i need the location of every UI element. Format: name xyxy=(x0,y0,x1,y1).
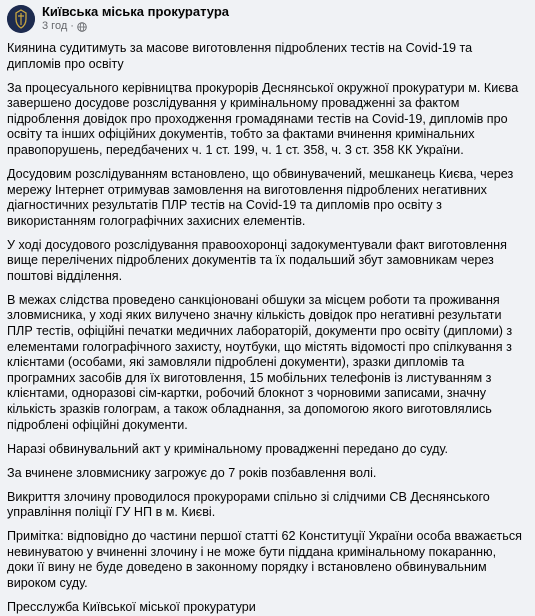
post-paragraph-note: Примітка: відповідно до частини першої статті 62 Конституції України особа вважається невинуватою у вчиненні злочину і не може бути піддана кримінальному покаранню, доки її вину не буде доведено в законному порядку і встановлено обвинувальним вироком суду. xyxy=(7,529,522,590)
post-paragraph-headline: Киянина судитимуть за масове виготовлення підроблених тестів на Covid-19 та дипломів про освіту xyxy=(7,41,473,71)
post-paragraph: Викриття злочину проводилося прокурорами спільно зі слідчими СВ Деснянського управління поліції ГУ НП в м. Києві. xyxy=(7,489,490,520)
separator-dot: · xyxy=(70,20,74,32)
post-paragraph: В межах слідства проведено санкціоновані обшуки за місцем роботи та проживання зловмисника, у ході яких вилучено значну кількість довідок про негативні результати ПЛР тестів, офіційні печатки медичних лабораторій, документи про освіту (дипломи) з елементами голографічного захисту, ноутбуки, що містять відомості про спілкування з клієнтами (особами, які замовляли підроблені документи), зразки дипломів та програмних засобів для їх виготовлення, 15 мобільних телефонів із листуванням з клієнтами, одноразові сім-картки, робочий блокнот з чорновими записами, значну кількість зразків голограм, а також обладнання, за допомогою якого виготовлялись підроблені офіційні документи. xyxy=(7,292,513,432)
post-signature: Пресслужба Київської міської прокуратури xyxy=(7,599,256,614)
post-paragraph: Досудовим розслідуванням встановлено, що обвинувачений, мешканець Києва, через мережу Інтернет отримував замовлення на виготовлення підроблених негативних діагностичних результатів ПЛР тестів на Covid-19 та дипломів про освіту з використанням голографічних захисних елементів. xyxy=(7,166,514,228)
post-body xyxy=(7,41,525,616)
prosecutor-emblem-icon[interactable] xyxy=(7,5,35,33)
post-paragraph: За процесуального керівництва прокурорів Деснянської окружної прокуратури м. Києва завершено досудове розслідування у кримінальному провадженні за фактом підроблення довідок про проходження громадянами тестів на Covid-19, дипломів про освіту та інших офіційних документів, тобто за фактами вчинення кримінальних правопорушень, передбачених ч. 1 ст. 199, ч. 1 ст. 358, ч. 3 ст. 358 КК України. xyxy=(7,80,519,157)
post-subline xyxy=(42,19,229,34)
post-time-link[interactable]: 3 год xyxy=(42,20,68,32)
post-paragraph: Наразі обвинувальний акт у кримінальному провадженні передано до суду. xyxy=(7,441,449,456)
post-header xyxy=(7,0,525,38)
post-paragraph: У ході досудового розслідування правоохоронці задокументували факт виготовлення вище перелічених підроблених документів та їх подальший збут замовникам через поштові відділення. xyxy=(7,237,507,283)
post-paragraph: За вчинене зловмиснику загрожує до 7 років позбавлення волі. xyxy=(7,465,377,480)
globe-icon[interactable] xyxy=(77,22,87,32)
post-meta xyxy=(42,4,229,34)
page-name-link[interactable]: Київська міська прокуратура xyxy=(42,4,230,19)
